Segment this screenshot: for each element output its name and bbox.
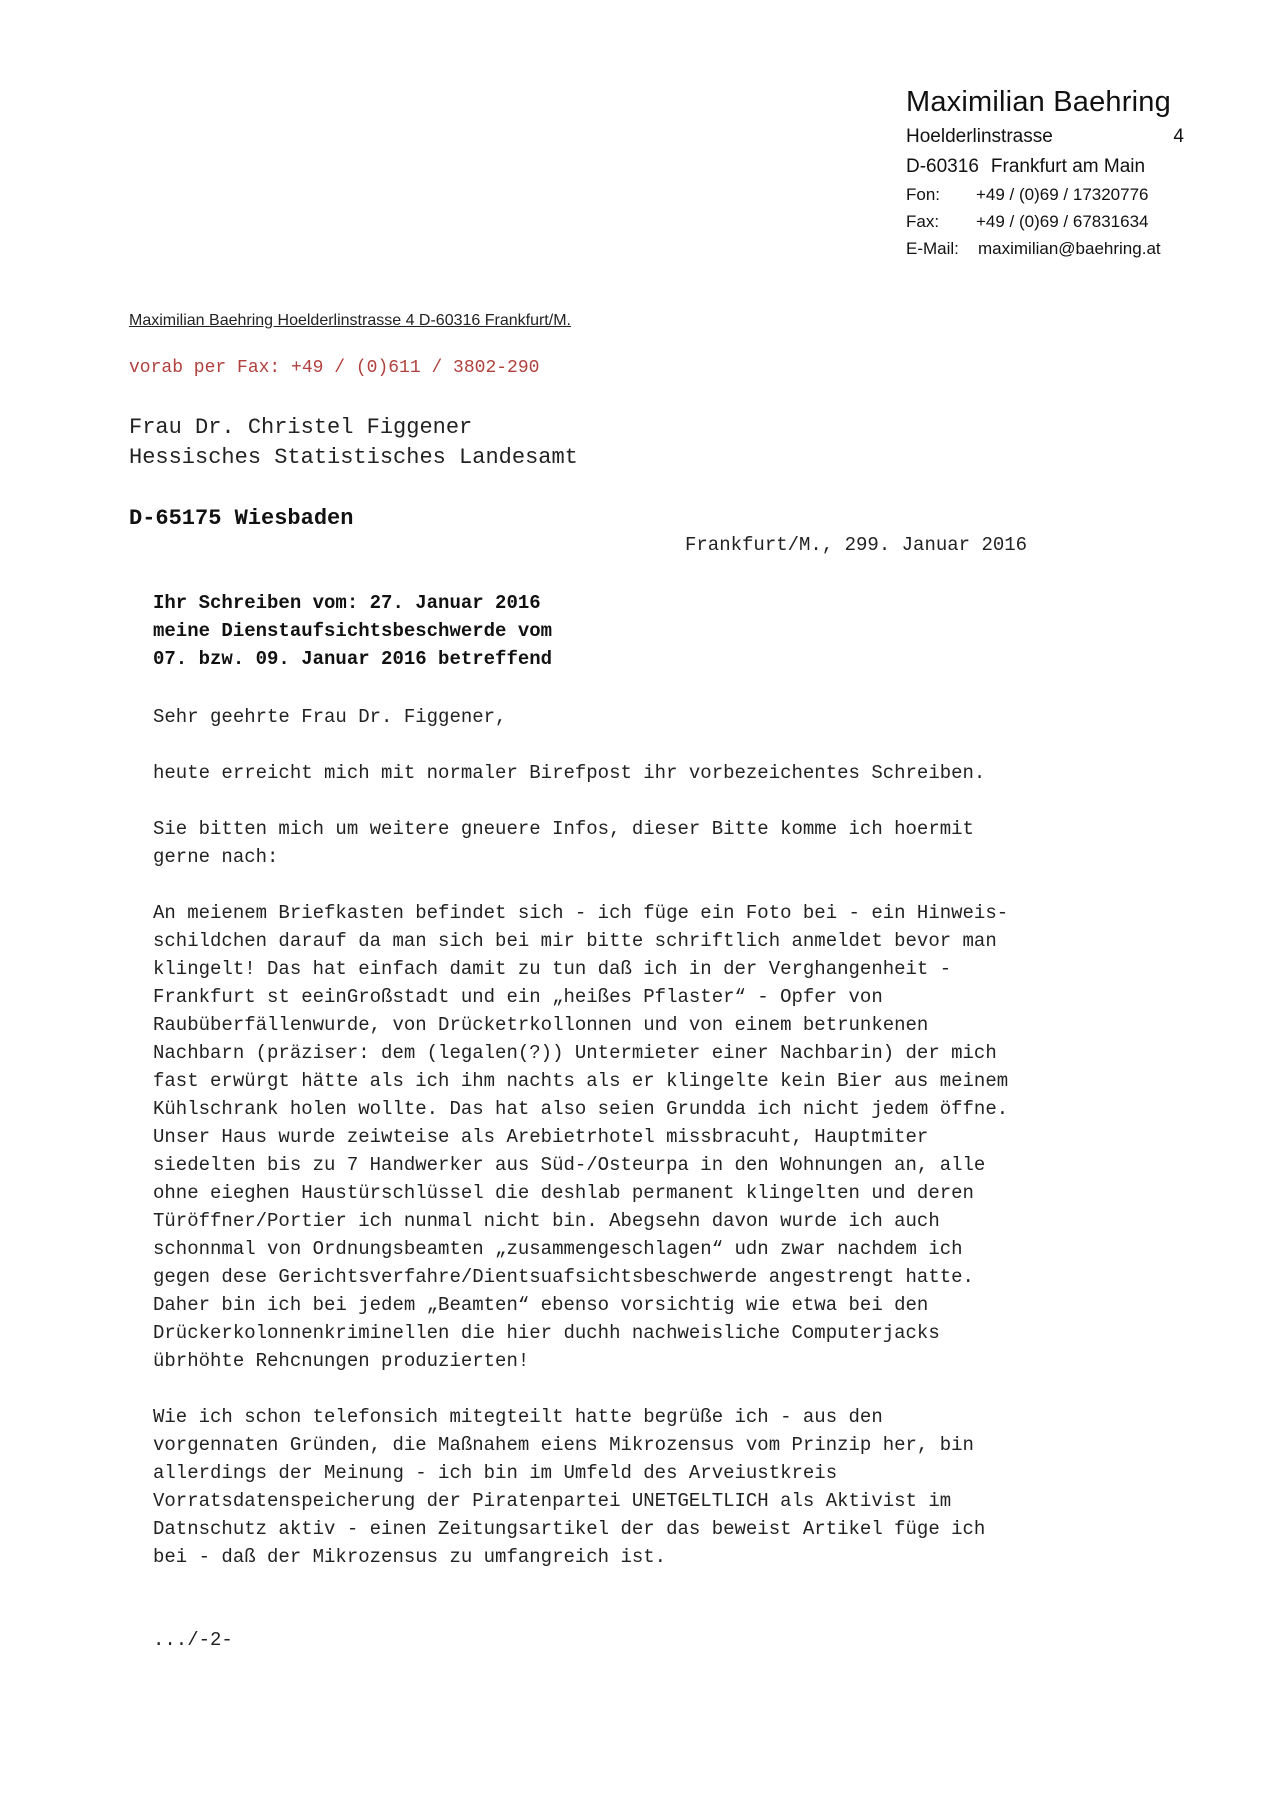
sender-street: Hoelderlinstrasse — [906, 126, 1053, 147]
recipient-block — [129, 413, 578, 473]
sender-email-row — [906, 239, 1184, 259]
subject-line-3: 07. bzw. 09. Januar 2016 betreffend — [153, 648, 553, 670]
sender-name: Maximilian Baehring — [906, 86, 1171, 118]
body-paragraph-1: heute erreicht mich mit normaler Birefpost ihr vorbezeichentes Schreiben. — [153, 762, 986, 784]
email-label: E-Mail: — [906, 239, 959, 258]
sender-house-number: 4 — [1173, 126, 1184, 147]
body-paragraph-3: An meienem Briefkasten befindet sich - ich füge ein Foto bei - ein Hinweis- schildchen darauf da man sich bei mir bitte schriftlich anmeldet bevor man klingelt! Das hat einfach damit zu tun daß ich in der Verghangenheit - Frankfurt st eeinGroßstadt und ein „heißes Pflaster“ - Opfer von Raubüberfällenwurde, von Drücketrkollonnen und von einem betrunkenen Nachbarn (präziser: dem (legalen(?)) Untermieter einer Nachbarin) der mich fast erwürgt hätte als ich ihm nachts als er klingelte kein Bier aus meinem Kühlschrank holen wollte. Das hat also seien Grundda ich nicht jedem öffne. Unser Haus wurde zeiwteise als Arebietrhotel missbracuht, Hauptmiter siedelten bis zu 7 Handwerker aus Süd-/Osteurpa in den Wohnungen an, alle ohne eieghen Haustürschlüssel die deshlab permanent klingelten und deren Türöffner/Portier ich nunmal nicht bin. Abegsehn davon wurde ich auch schonnmal von Ordnungsbeamten „zusammengeschlagen“ udn zwar nachdem ich gegen dese Gerichtsverfahre/Dientsuafsichtsbeschwerde angestrengt hatte. Daher bin ich bei jedem „Beamten“ ebenso vorsichtig wie etwa bei den Drückerkolonnenkriminellen die hier duchh nachweisliche Computerjacks übrhöhte Rehcnungen produzierten! — [153, 902, 1009, 1372]
letterhead — [906, 84, 1184, 259]
phone-label: Fon: — [906, 185, 941, 204]
recipient-organization: Hessisches Statistisches Landesamt — [129, 445, 578, 470]
letter-body — [153, 703, 1153, 1599]
subject-line-1: Ihr Schreiben vom: 27. Januar 2016 — [153, 592, 541, 614]
sender-city: Frankfurt am Main — [990, 156, 1146, 177]
body-paragraph-2: Sie bitten mich um weitere gneuere Infos, dieser Bitte komme ich hoermit gerne nach: — [153, 818, 974, 868]
sender-phone-row — [906, 185, 1184, 205]
body-paragraph-4: Wie ich schon telefonsich mitegteilt hatte begrüße ich - aus den vorgennaten Gründen, die Maßnahem eiens Mikrozensus vom Prinzip her, bin allerdings der Meinung - ich bin im Umfeld des Arveiustkreis Vorratsdatenspeicherung der Piratenpartei UNETGELTLICH als Aktivist im Datnschutz aktiv - einen Zeitungsartikel der das beweist Artikel füge ich bei - daß der Mikrozensus zu umfangreich ist. — [153, 1406, 986, 1568]
fax-label: Fax: — [906, 212, 940, 231]
fax-note: vorab per Fax: +49 / (0)611 / 3802-290 — [129, 358, 540, 378]
sender-postal-code: D-60316 — [906, 156, 979, 177]
sender-city-row — [906, 156, 1184, 178]
sender-phone: +49 / (0)69 / 17320776 — [976, 185, 1149, 204]
subject-block — [153, 589, 552, 673]
page-continuation-marker: .../-2- — [153, 1629, 233, 1651]
salutation: Sehr geehrte Frau Dr. Figgener, — [153, 706, 507, 728]
letter-date: Frankfurt/M., 299. Januar 2016 — [685, 534, 1028, 556]
sender-fax-row — [906, 212, 1184, 232]
sender-email: maximilian@baehring.at — [978, 239, 1161, 258]
sender-fax: +49 / (0)69 / 67831634 — [976, 212, 1149, 231]
return-address-line: Maximilian Baehring Hoelderlinstrasse 4 D-60316 Frankfurt/M. — [129, 312, 571, 329]
subject-line-2: meine Dienstaufsichtsbeschwerde vom — [153, 620, 553, 642]
recipient-name: Frau Dr. Christel Figgener — [129, 415, 473, 440]
recipient-city: D-65175 Wiesbaden — [129, 506, 354, 531]
sender-street-row — [906, 126, 1184, 148]
